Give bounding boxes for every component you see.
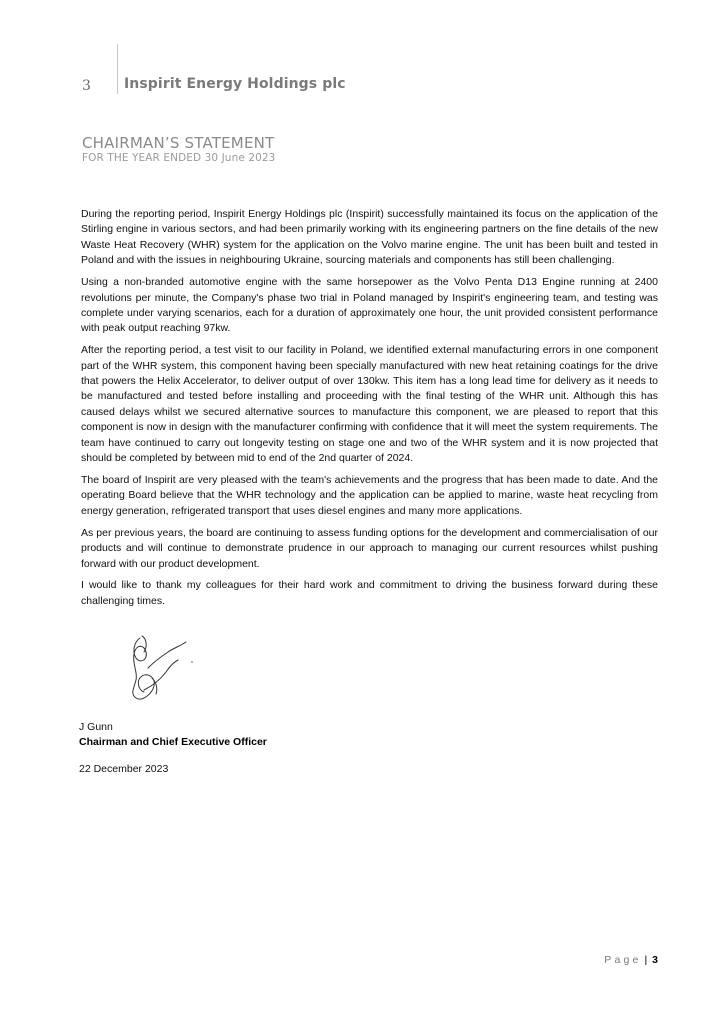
handwritten-signature: [122, 632, 197, 704]
company-name: Inspirit Energy Holdings plc: [124, 76, 346, 92]
header-divider: [117, 44, 118, 94]
paragraph: The board of Inspirit are very pleased with the team's achievements and the progress that has been made to date. And the operating Board believe that the WHR technology and the application can be applied to marine, waste heat recycling from energy generation, refrigerated transport that uses diesel engines and many more applications.: [81, 474, 658, 517]
paragraph: During the reporting period, Inspirit Energy Holdings plc (Inspirit) successfully maintained its focus on the application of the Stirling engine in various sectors, and had been primarily working with its engineering partners on the fine details of the new Waste Heat Recovery (WHR) system for the application on the Volvo marine engine. The unit has been built and tested in Poland and with the issues in neighbouring Ukraine, sourcing materials and components has still been challenging.: [81, 208, 658, 267]
paragraph: After the reporting period, a test visit to our facility in Poland, we identified external manufacturing errors in one component part of the WHR system, this component having been specially manufactured with new heat retaining coatings for the drive that powers the Helix Accelerator, to deliver output of over 130kw. This item has a long lead time for delivery as it needs to be manufactured and tested before installing and proceeding with the final testing of the WHR unit. Although this has caused delays whilst we secured alternative sources to manufacture this component, we are pleased to report that this component is now in design with the manufacturer confirming with confidence that it will meet the system requirements. The team have continued to carry out longevity testing on stage one and two of the WHR system and it is now projected that should be completed by between mid to end of the 2nd quarter of 2024.: [81, 344, 658, 465]
footer-page-number: 3: [652, 954, 658, 966]
statement-body: [81, 207, 658, 616]
page-subtitle: FOR THE YEAR ENDED 30 June 2023: [82, 152, 276, 164]
paragraph: Using a non-branded automotive engine with the same horsepower as the Volvo Penta D13 Engine running at 2400 revolutions per minute, the Company's phase two trial in Poland managed by Inspirit's engineering team, and testing was complete under varying scenarios, each for a duration of approximately one hour, the unit provided consistent performance with peak output reaching 97kw.: [81, 276, 658, 335]
signatory-role: Chairman and Chief Executive Officer: [79, 736, 267, 748]
page-title: CHAIRMAN’S STATEMENT: [82, 134, 275, 152]
paragraph: I would like to thank my colleagues for their hard work and commitment to driving the business forward during these challenging times.: [81, 579, 658, 607]
page-footer: [604, 954, 658, 966]
signature-date: 22 December 2023: [79, 763, 169, 775]
footer-separator: |: [644, 954, 648, 966]
header-page-number: 3: [82, 78, 91, 94]
paragraph: As per previous years, the board are continuing to assess funding options for the development and commercialisation of our products and will continue to demonstrate prudence in our approach to managing our current resources whilst pushing forward with our product development.: [81, 526, 658, 570]
footer-page-label: Page: [604, 954, 642, 966]
signatory-name: J Gunn: [79, 721, 113, 733]
